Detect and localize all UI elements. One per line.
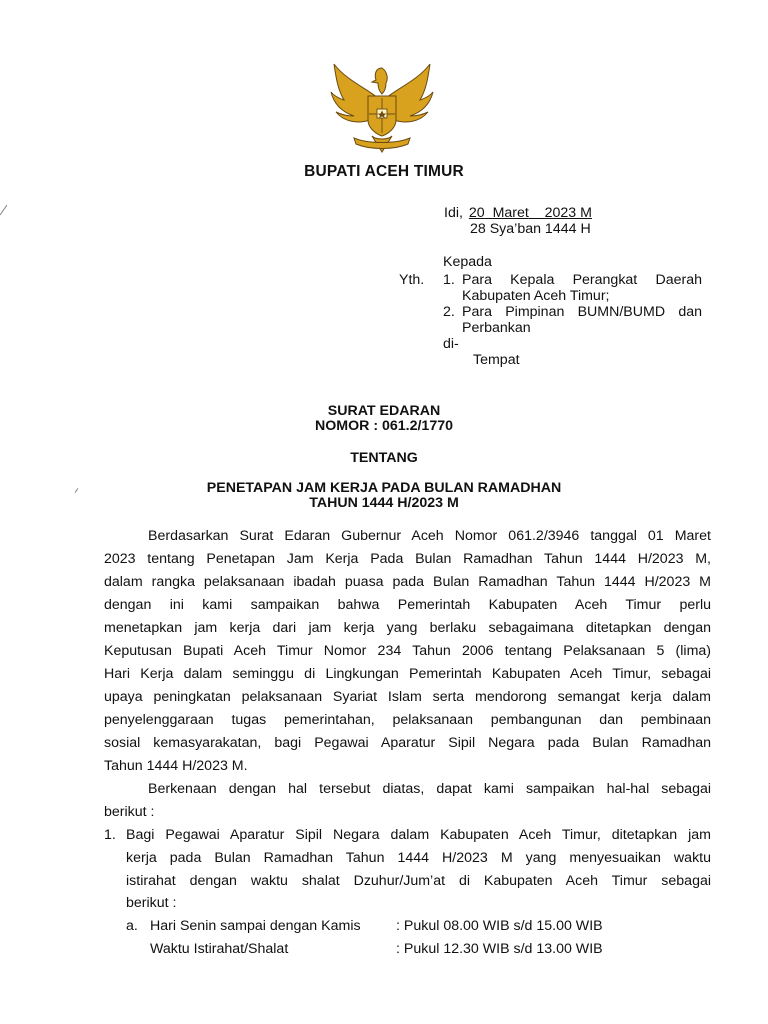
date-value: 20 Maret 2023 M [468, 205, 592, 221]
list-item-line: kerja pada Bulan Ramadhan Tahun 1444 H/2023 M yang menyesuaikan waktu [126, 850, 711, 866]
body-line: penyelenggaraan tugas pemerintahan, pelaksanaan pembangunan dan pembinaan [104, 712, 711, 728]
date-place: Idi, [444, 205, 463, 221]
body-line: Hari Kerja dalam seminggu di Lingkungan Pemerintah Kabupaten Aceh Timur, sebagai [104, 666, 711, 682]
schedule-value: : Pukul 12.30 WIB s/d 13.00 WIB [396, 941, 603, 957]
list-item-line: Bagi Pegawai Aparatur Sipil Negara dalam Kabupaten Aceh Timur, ditetapkan jam [126, 827, 711, 843]
di-label: di- [443, 336, 459, 352]
list-number: 1. [104, 827, 116, 843]
body-line: sosial kemasyarakatan, bagi Pegawai Aparatur Sipil Negara pada Bulan Ramadhan [104, 735, 711, 751]
body-line: Keputusan Bupati Aceh Timur Nomor 234 Tahun 2006 tentang Pelaksanaan 5 (lima) [104, 643, 711, 659]
kepada-label: Kepada [443, 254, 492, 270]
body-line: dalam rangka pelaksanaan ibadah puasa pada Bulan Ramadhan Tahun 1444 H/2023 M [104, 574, 711, 590]
body-line: 2023 tentang Penetapan Jam Kerja Pada Bulan Ramadhan Tahun 1444 H/2023 M, [104, 551, 711, 567]
sub-item-letter: a. [126, 918, 138, 934]
garuda-emblem-icon [328, 58, 436, 154]
body-line: Tahun 1444 H/2023 M. [104, 758, 248, 774]
schedule-label: Hari Senin sampai dengan Kamis [150, 918, 361, 934]
tentang-label: TENTANG [350, 450, 418, 466]
hijri-date: 28 Sya’ban 1444 H [470, 221, 591, 237]
schedule-label: Waktu Istirahat/Shalat [150, 941, 289, 957]
recipient-line: Para Kepala Perangkat Daerah [462, 272, 702, 288]
letter-number: NOMOR : 061.2/1770 [315, 418, 453, 434]
schedule-value: : Pukul 08.00 WIB s/d 15.00 WIB [396, 918, 603, 934]
date-line [444, 205, 592, 221]
body-line: menetapkan jam kerja dari jam kerja yang berlaku sebagaimana ditetapkan dengan [104, 620, 711, 636]
recipient-line: Para Pimpinan BUMN/BUMD dan [462, 304, 702, 320]
letter-type: SURAT EDARAN [327, 403, 441, 419]
tempat-label: Tempat [473, 352, 520, 368]
recipient-line: Perbankan [462, 320, 531, 336]
page-title: BUPATI ACEH TIMUR [304, 163, 464, 180]
subject-line: TAHUN 1444 H/2023 M [309, 495, 459, 511]
recipient-line: Kabupaten Aceh Timur; [462, 288, 610, 304]
body-line: dengan ini kami sampaikan bahwa Pemerintah Kabupaten Aceh Timur perlu [104, 597, 711, 613]
body-line: berikut : [104, 804, 155, 820]
body-line: upaya peningkatan pelaksanaan Syariat Islam serta mendorong semangat kerja dalam [104, 689, 711, 705]
subject-line: PENETAPAN JAM KERJA PADA BULAN RAMADHAN [206, 480, 562, 496]
recipient-num: 1. [443, 272, 455, 288]
recipient-num: 2. [443, 304, 455, 320]
body-line: Berdasarkan Surat Edaran Gubernur Aceh Nomor 061.2/3946 tanggal 01 Maret [148, 528, 711, 544]
list-item-line: berikut : [126, 895, 177, 911]
body-line: Berkenaan dengan hal tersebut diatas, dapat kami sampaikan hal-hal sebagai [148, 781, 711, 797]
yth-label: Yth. [399, 272, 425, 288]
list-item-line: istirahat dengan waktu shalat Dzuhur/Jum’at di Kabupaten Aceh Timur sebagai [126, 873, 711, 889]
scan-mark [0, 205, 7, 215]
